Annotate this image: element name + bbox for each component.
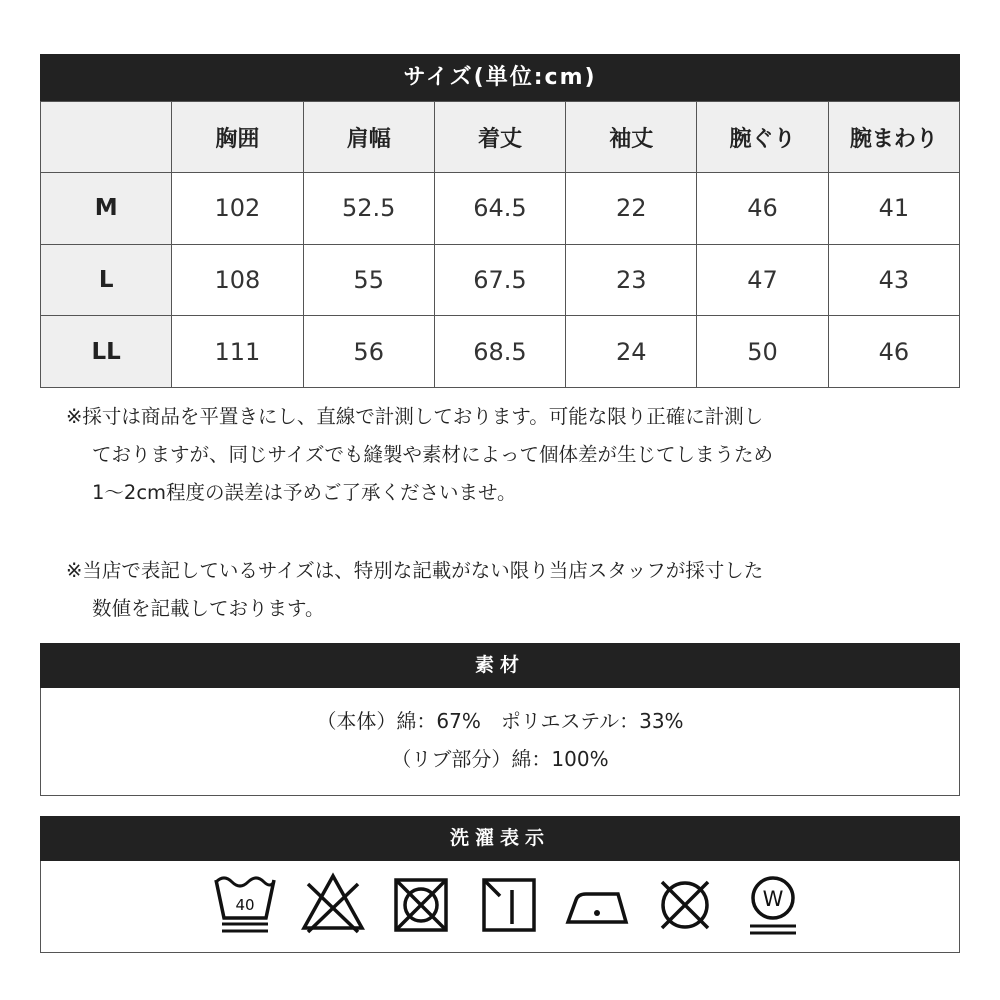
column-header-sleeve: 袖丈 [566,102,697,173]
table-cell: 24 [566,316,697,388]
wash-section-title: 洗濯表示 [40,816,960,861]
table-cell: 52.5 [303,173,434,245]
table-cell: 55 [303,244,434,316]
wet-clean-gentle-icon [738,870,808,940]
table-row [41,316,960,388]
row-header-size: L [41,244,172,316]
table-row [41,244,960,316]
wash-40-gentle-icon [210,870,280,940]
no-dry-clean-icon [650,870,720,940]
table-cell: 22 [566,173,697,245]
table-cell: 46 [828,316,959,388]
no-bleach-icon [298,870,368,940]
table-cell: 67.5 [434,244,565,316]
table-cell: 50 [697,316,828,388]
row-header-size: M [41,173,172,245]
note-line: 1～2cm程度の誤差は予めご了承くださいませ。 [92,481,517,504]
wash-symbols [210,870,800,940]
no-tumble-dry-icon [386,870,456,940]
size-table-corner [41,102,172,173]
wash-temperature: 40 [235,896,255,914]
material-body-line: （本体）綿：67% ポリエステル：33% [316,709,684,733]
table-cell: 23 [566,244,697,316]
note-line: ておりますが、同じサイズでも縫製や素材によって個体差が生じてしまうため [92,443,773,466]
material-section-title: 素材 [40,643,960,688]
line-dry-shade-icon [474,870,544,940]
note-line: ※当店で表記しているサイズは、特別な記載がない限り当店スタッフが採寸した [66,559,764,582]
column-header-length: 着丈 [434,102,565,173]
table-cell: 43 [828,244,959,316]
size-section-title: サイズ(単位:cm) [40,54,960,101]
table-cell: 56 [303,316,434,388]
table-cell: 46 [697,173,828,245]
column-header-chest: 胸囲 [172,102,303,173]
table-cell: 68.5 [434,316,565,388]
row-header-size: LL [41,316,172,388]
table-row [41,173,960,245]
wet-clean-label: W [762,887,784,911]
table-cell: 41 [828,173,959,245]
material-rib-line: （リブ部分）綿：100% [391,747,609,771]
note-line: ※採寸は商品を平置きにし、直線で計測しております。可能な限り正確に計測し [66,405,764,428]
table-cell: 111 [172,316,303,388]
table-cell: 108 [172,244,303,316]
size-table-header-row [41,102,960,173]
table-cell: 64.5 [434,173,565,245]
size-table [40,101,960,388]
column-header-armhole: 腕ぐり [697,102,828,173]
table-cell: 47 [697,244,828,316]
material-details [40,688,960,796]
size-source-note [66,552,763,628]
column-header-shoulder: 肩幅 [303,102,434,173]
iron-low-icon [562,870,632,940]
note-line: 数値を記載しております。 [92,597,325,620]
measurement-note [66,398,773,512]
table-cell: 102 [172,173,303,245]
column-header-arm-circumference: 腕まわり [828,102,959,173]
